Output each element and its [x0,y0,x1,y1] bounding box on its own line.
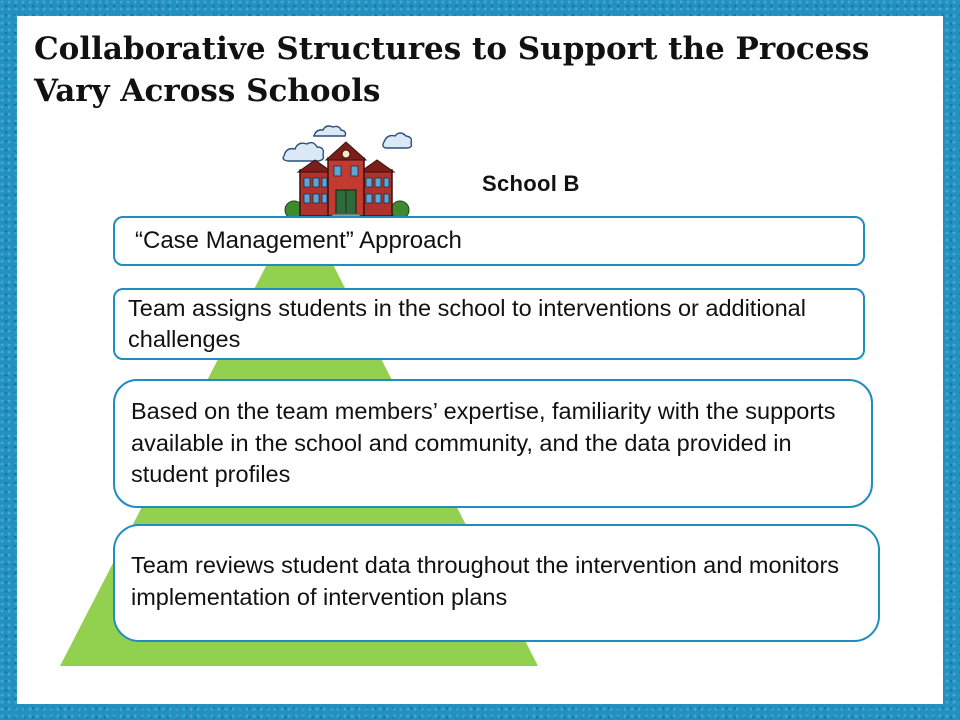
title-line-2: Vary Across Schools [34,73,381,109]
step-box-team-assigns [113,288,865,360]
step-text: Team assigns students in the school to interventions or additional challenges [128,295,806,352]
title-line-1: Collaborative Structures to Support the Process [34,31,870,67]
step-text: “Case Management” Approach [135,227,462,254]
school-building-icon [276,122,416,230]
step-text: Team reviews student data throughout the intervention and monitors implementation of intervention plans [131,552,840,610]
step-box-team-reviews [113,524,880,642]
step-box-case-management [113,216,865,266]
school-label: School B [482,171,580,196]
step-box-based-on-expertise [113,379,873,508]
step-text: Based on the team members’ expertise, familiarity with the supports available in the school and community, and the data provided in student profiles [131,398,836,487]
